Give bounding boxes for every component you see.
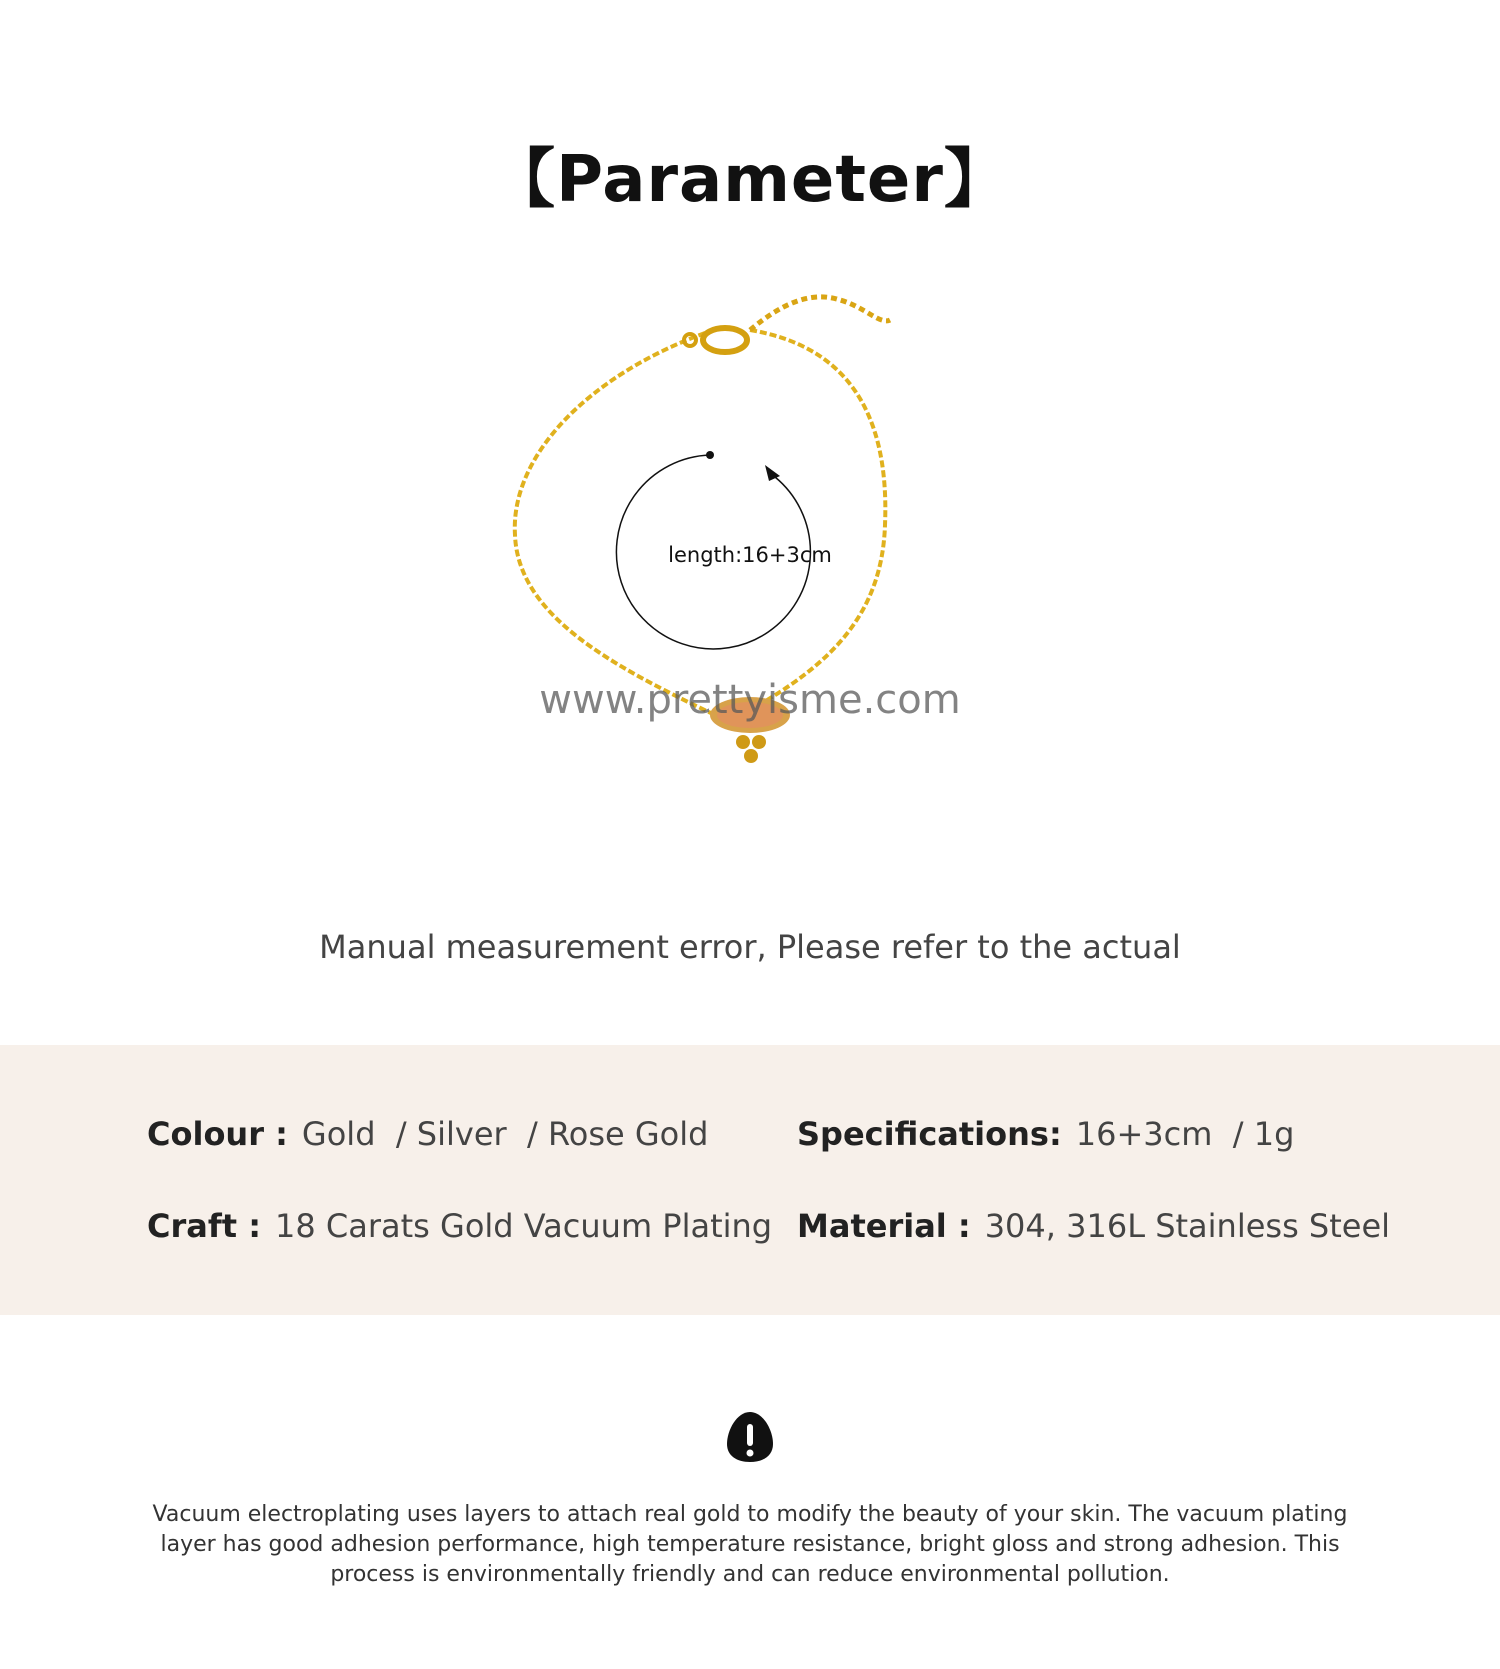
length-label: length:16+3cm xyxy=(668,543,832,567)
param-craft-label: Craft : xyxy=(147,1207,262,1245)
watermark: www.prettyisme.com xyxy=(539,677,961,723)
param-specifications-label: Specifications: xyxy=(797,1115,1062,1153)
plating-description: Vacuum electroplating uses layers to attach real gold to modify the beauty of your skin. The vacuum plating layer has good adhesion performance, high temperature resistance, bright gloss and strong adhesion. This process is environmentally friendly and can reduce environmental pollution. xyxy=(152,1502,1348,1587)
param-specifications xyxy=(797,1115,1294,1153)
param-craft xyxy=(147,1207,772,1245)
param-material xyxy=(797,1207,1390,1245)
param-colour-value: Gold / Silver / Rose Gold xyxy=(301,1115,709,1153)
measurement-note: Manual measurement error, Please refer to the actual xyxy=(319,928,1181,966)
param-material-label: Material : xyxy=(797,1207,971,1245)
param-colour-label: Colour : xyxy=(147,1115,288,1153)
param-colour xyxy=(147,1115,708,1153)
param-craft-value: 18 Carats Gold Vacuum Plating xyxy=(275,1207,773,1245)
parameter-band xyxy=(0,1045,1500,1315)
param-specifications-value: 16+3cm / 1g xyxy=(1075,1115,1295,1153)
page-title: 【Parameter】 xyxy=(491,143,1009,217)
exclamation-icon xyxy=(725,1410,775,1464)
param-material-value: 304, 316L Stainless Steel xyxy=(984,1207,1391,1245)
